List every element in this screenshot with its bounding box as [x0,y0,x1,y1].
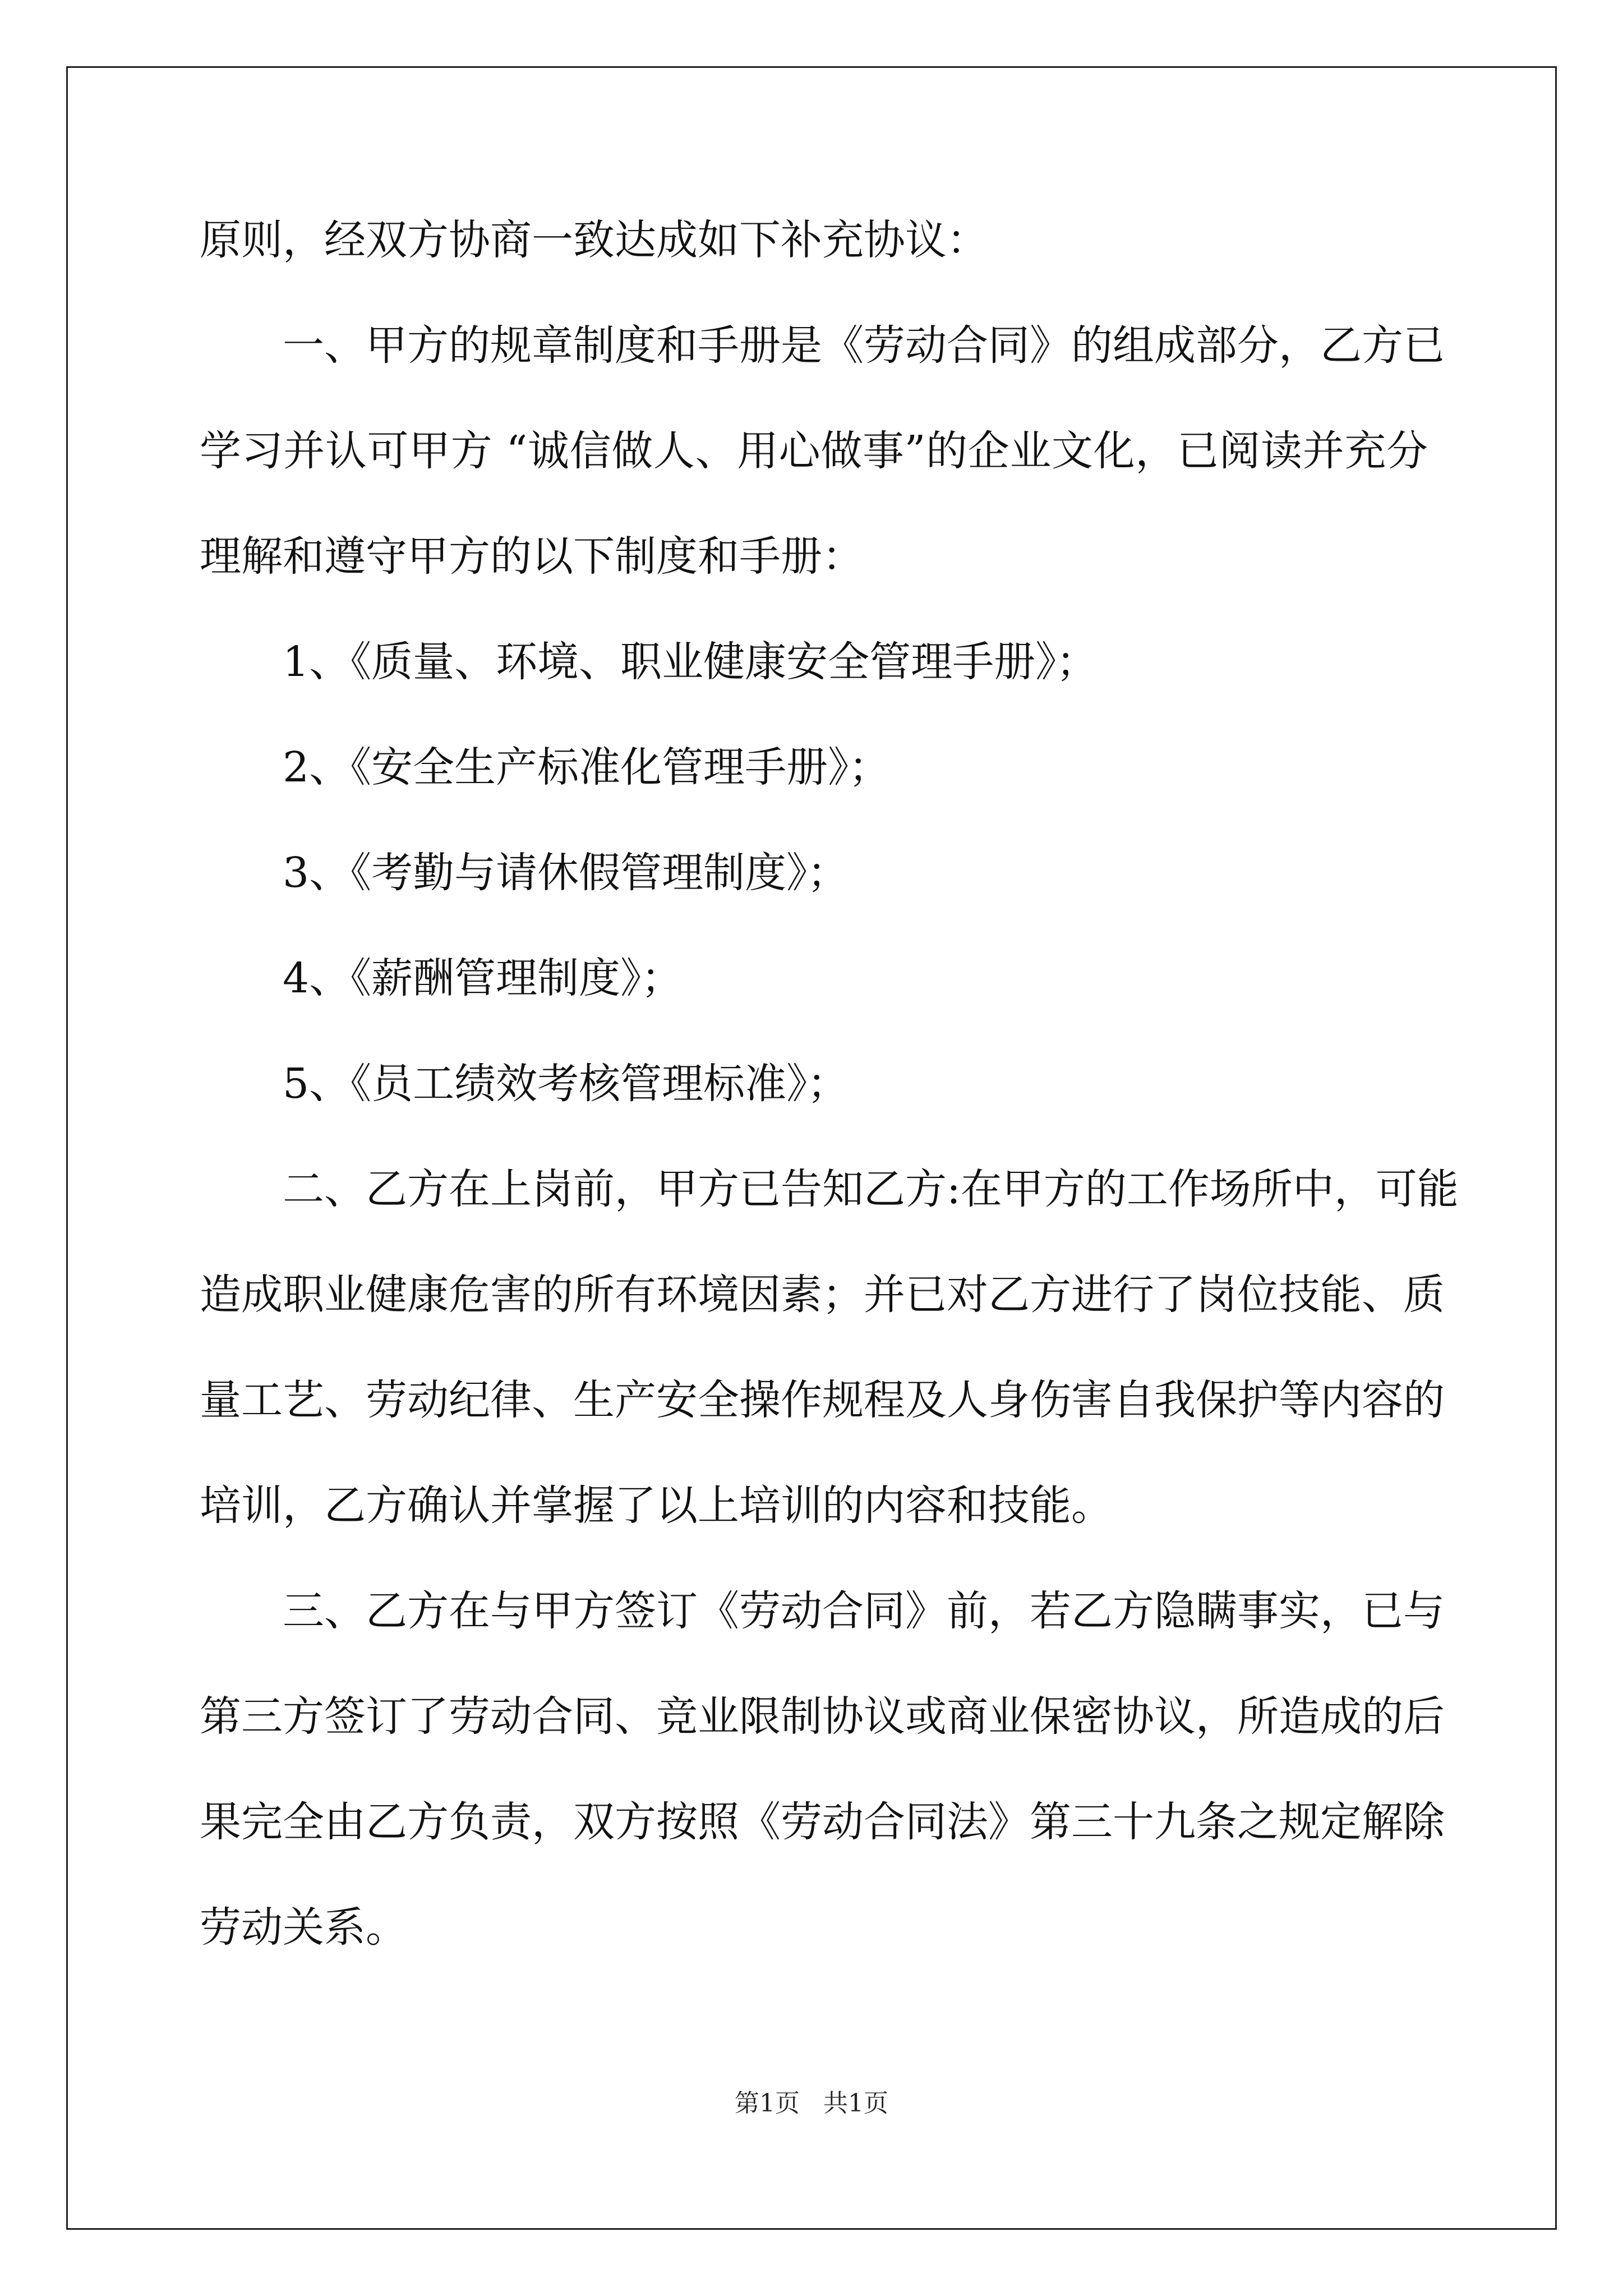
page-total: 共1页 [823,2089,888,2118]
text-line: 培训，乙方确认并掌握了以上培训的内容和技能。 [200,1481,1113,1530]
list-item: 2、《安全生产标准化管理手册》； [283,743,891,792]
text-line: 原则，经双方协商一致达成如下补充协议： [200,216,988,264]
text-line: 理解和遵守甲方的以下制度和手册： [200,532,864,581]
list-item: 5、《员工绩效考核管理标准》； [283,1060,849,1108]
page-footer [0,2087,1623,2120]
text-line: 果完全由乙方负责，双方按照《劳动合同法》第三十九条之规定解除 [200,1798,1445,1846]
text-line: 一、甲方的规章制度和手册是《劳动合同》的组成部分，乙方已 [283,321,1445,370]
text-line: 第三方签订了劳动合同、竞业限制协议或商业保密协议，所造成的后 [200,1692,1445,1741]
text-line: 造成职业健康危害的所有环境因素；并已对乙方进行了岗位技能、质 [200,1271,1445,1319]
list-item: 3、《考勤与请休假管理制度》； [283,849,849,897]
list-item: 1、《质量、环境、职业健康安全管理手册》； [283,638,1098,686]
text-line: 劳动关系。 [200,1903,407,1952]
text-line: 二、乙方在上岗前，甲方已告知乙方:在甲方的工作场所中，可能 [283,1165,1459,1213]
text-line: 三、乙方在与甲方签订《劳动合同》前，若乙方隐瞒事实，已与 [283,1587,1445,1635]
text-line: 量工艺、劳动纪律、生产安全操作规程及人身伤害自我保护等内容的 [200,1376,1445,1424]
text-line: 学习并认可甲方 “诚信做人、用心做事”的企业文化，已阅读并充分 [200,427,1428,475]
page-number: 第1页 [735,2089,800,2118]
list-item: 4、《薪酬管理制度》； [283,954,683,1002]
